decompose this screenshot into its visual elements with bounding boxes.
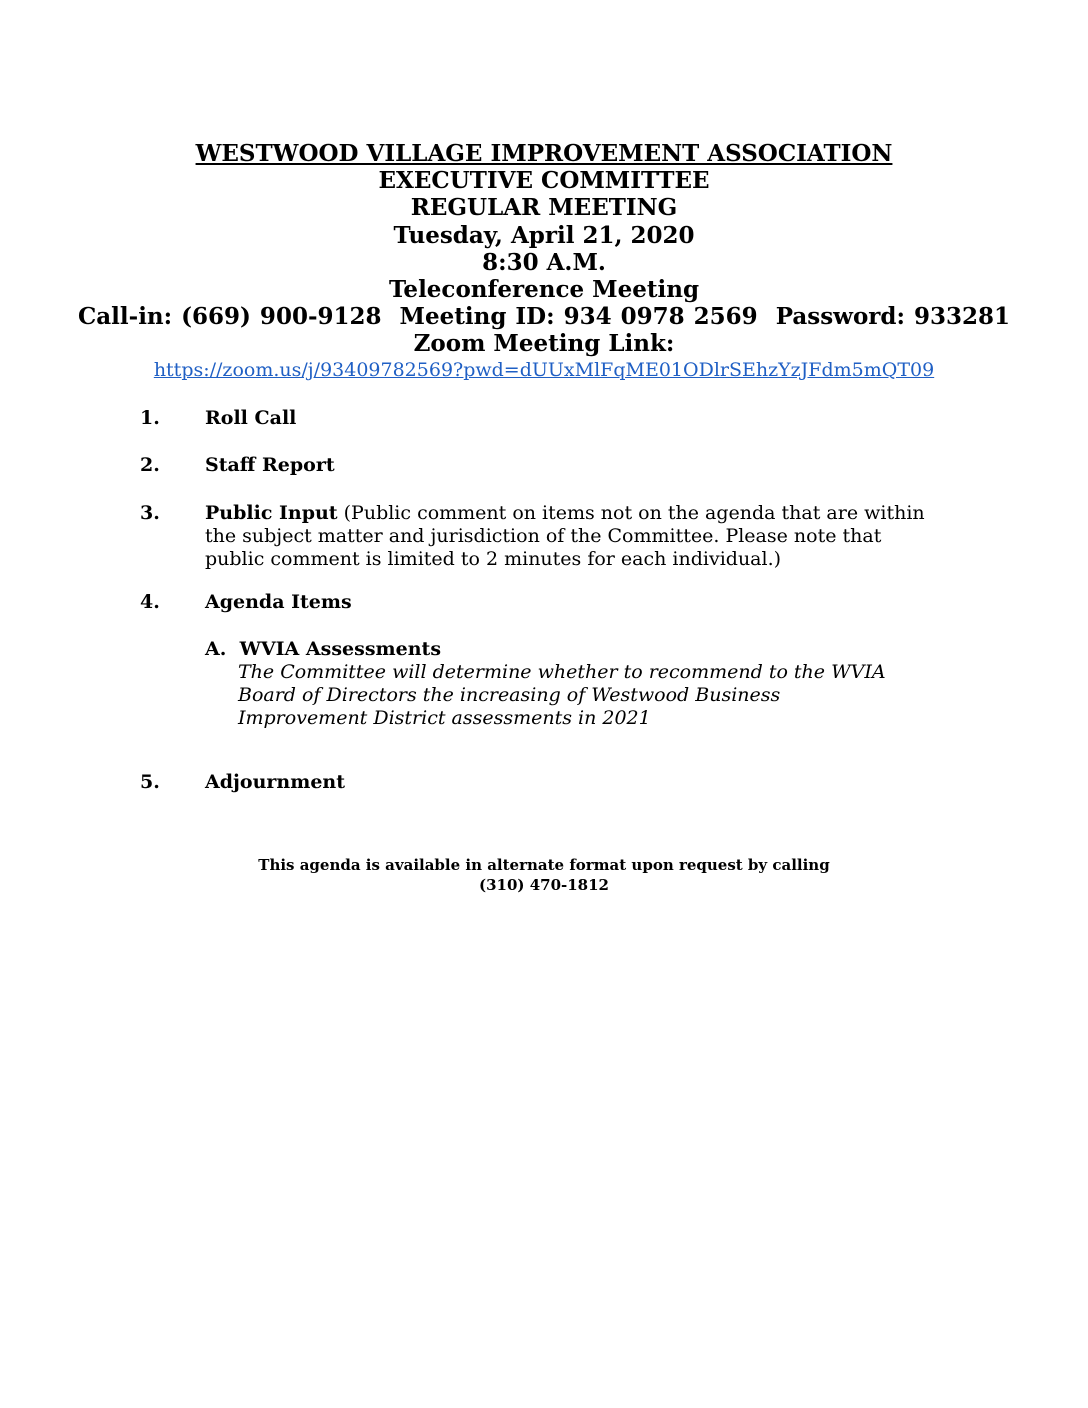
meeting-type: REGULAR MEETING: [410, 194, 678, 222]
agenda-item-text: (Public comment on items not on the agenda that are within the subject matter and jurisdiction of the Committee. Please note that public comment is limited to 2 minutes for each individual.): [205, 502, 925, 570]
organization-name: WESTWOOD VILLAGE IMPROVEMENT ASSOCIATION: [195, 140, 893, 167]
sub-item-heading: [205, 638, 905, 661]
call-in-info: Call-in: (669) 900-9128 Meeting ID: 934 0978 2569 Password: 933281: [77, 303, 1011, 331]
agenda-item-body: [205, 407, 945, 430]
agenda-item-number: 1.: [140, 407, 160, 429]
notice-line: This agenda is available in alternate format upon request by calling: [258, 856, 830, 874]
alternate-format-notice: [0, 855, 1088, 895]
agenda-item-number: 4.: [140, 591, 160, 613]
meeting-time: 8:30 A.M.: [482, 248, 606, 276]
agenda-item-title: Staff Report: [205, 454, 335, 476]
sub-item-label: A.: [205, 638, 227, 660]
agenda-item-number: 5.: [140, 771, 160, 793]
agenda-item-body: [205, 591, 945, 614]
agenda-header: [0, 140, 1088, 358]
sub-item-description: The Committee will determine whether to recommend to the WVIA Board of Directors the increasing of Westwood Business Improvement District assessments in 2021: [238, 661, 886, 729]
notice-phone: (310) 470-1812: [478, 876, 609, 894]
agenda-item-number: 2.: [140, 454, 160, 476]
agenda-item-title: Agenda Items: [205, 591, 352, 613]
agenda-item-body: [205, 502, 945, 571]
sub-item-wvia-assessments: [205, 638, 905, 730]
committee-name: EXECUTIVE COMMITTEE: [378, 167, 710, 195]
zoom-link-label: Zoom Meeting Link:: [413, 330, 675, 358]
agenda-item-title: Roll Call: [205, 407, 297, 429]
meeting-date: Tuesday, April 21, 2020: [393, 221, 695, 249]
agenda-item-title: Adjournment: [205, 771, 345, 793]
zoom-meeting-link[interactable]: https://zoom.us/j/93409782569?pwd=dUUxMlFqME01ODlrSEhzYzJFdm5mQT09: [153, 359, 935, 381]
agenda-item-title: Public Input: [205, 502, 338, 524]
agenda-item-body: [205, 454, 945, 477]
sub-item-title: WVIA Assessments: [239, 638, 442, 660]
agenda-item-number: 3.: [140, 502, 160, 524]
agenda-item-body: [205, 771, 945, 794]
zoom-link-line: [0, 357, 1088, 383]
meeting-format: Teleconference Meeting: [388, 276, 700, 304]
